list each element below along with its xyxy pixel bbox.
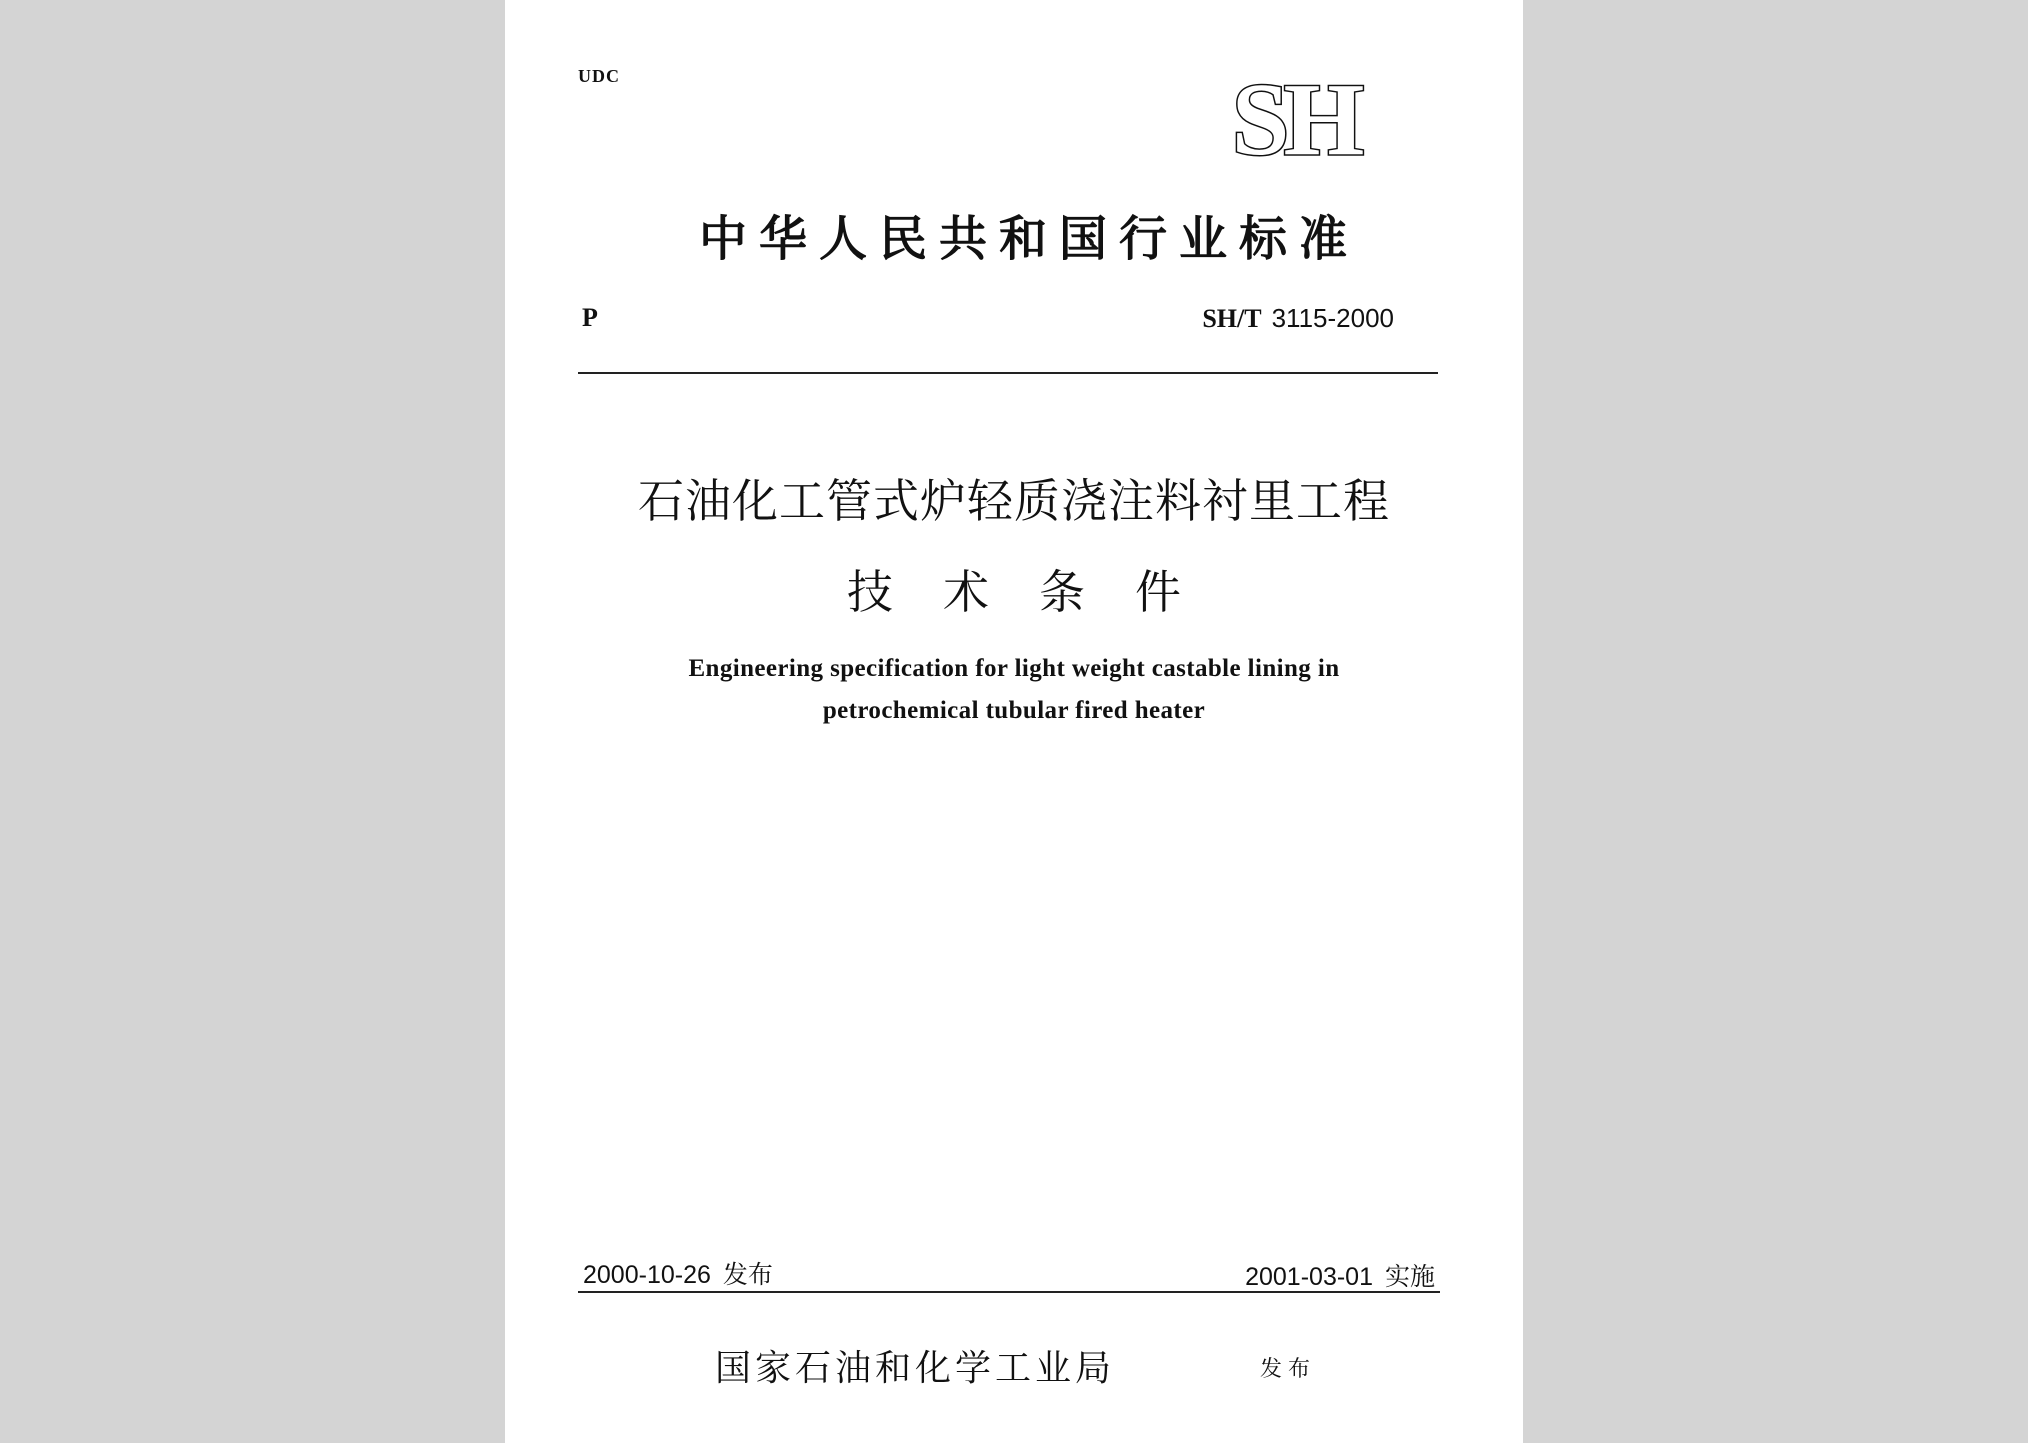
implementation-date-label: 实施 xyxy=(1384,1262,1435,1291)
category-code: P xyxy=(582,303,598,332)
chinese-subtitle: 技术条件 xyxy=(847,565,1231,619)
footer-divider xyxy=(578,1291,1440,1293)
chinese-title: 石油化工管式炉轻质浇注料衬里工程 xyxy=(638,474,1390,528)
implementation-date-value: 2001-03-01 xyxy=(1245,1263,1373,1291)
issue-date xyxy=(583,1255,773,1291)
document-page xyxy=(505,0,1523,1443)
english-title xyxy=(505,648,1523,732)
publisher-name: 国家石油和化学工业局 xyxy=(715,1348,1116,1389)
standard-prefix: SH/T xyxy=(1202,304,1262,333)
publish-label: 发布 xyxy=(1260,1357,1317,1382)
standard-number xyxy=(1202,303,1394,334)
issue-date-label: 发布 xyxy=(722,1260,773,1289)
org-title: 中华人民共和国行业标准 xyxy=(698,211,1359,267)
english-title-line2: petrochemical tubular fired heater xyxy=(822,697,1206,724)
issue-date-value: 2000-10-26 xyxy=(583,1261,711,1289)
implementation-date xyxy=(1245,1257,1435,1293)
udc-label: UDC xyxy=(578,66,620,86)
sh-logo-text: SH xyxy=(1231,66,1359,166)
header-divider xyxy=(578,372,1438,374)
english-title-line1: Engineering specification for light weight castable lining in xyxy=(688,655,1340,682)
sh-logo xyxy=(1195,66,1387,166)
standard-code: 3115-2000 xyxy=(1271,303,1394,333)
